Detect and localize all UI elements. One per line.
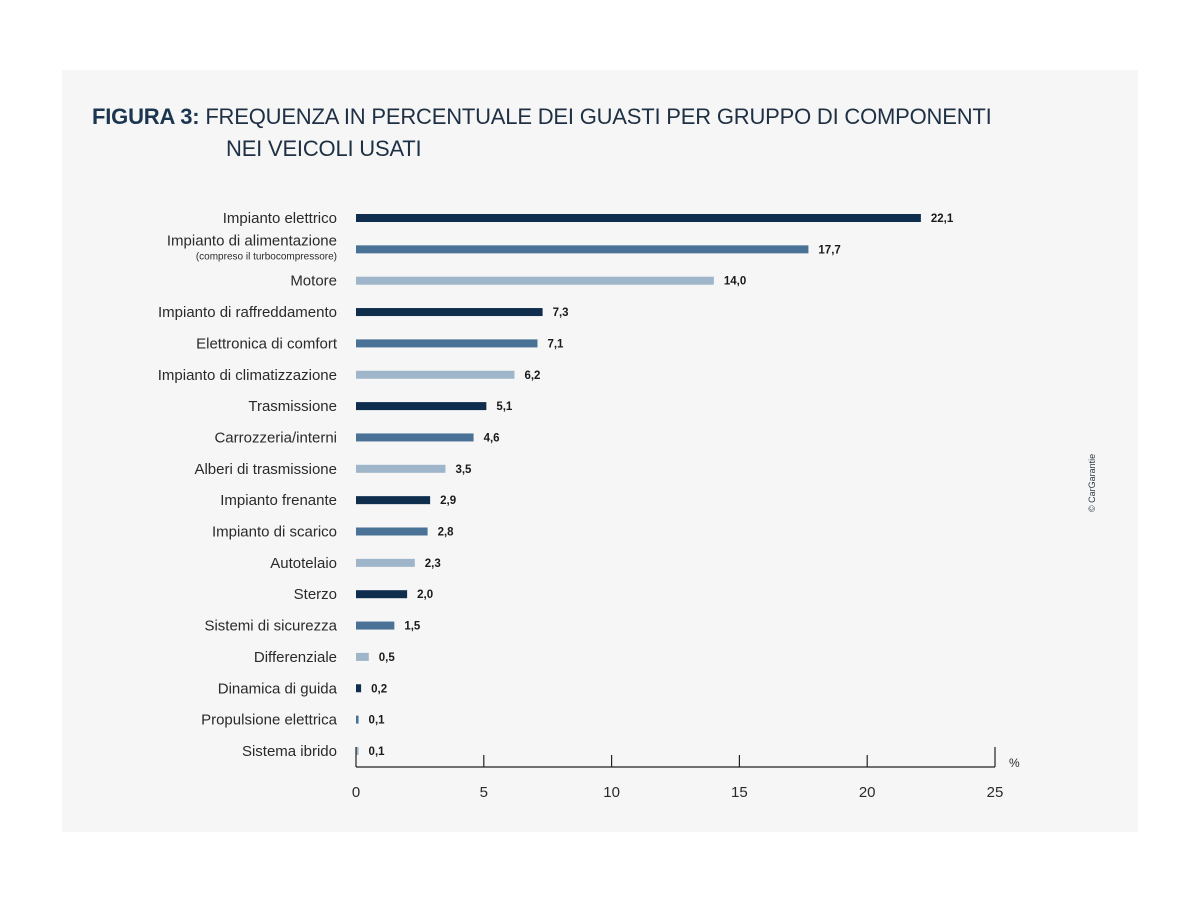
category-label: Alberi di trasmissione xyxy=(194,460,337,478)
value-label: 4,6 xyxy=(483,432,500,445)
figure-number: FIGURA 3: xyxy=(92,104,200,129)
value-label: 0,2 xyxy=(371,683,388,696)
bar xyxy=(356,371,514,379)
bar xyxy=(356,559,415,567)
bar xyxy=(356,465,445,473)
bar xyxy=(356,496,430,504)
value-label: 2,3 xyxy=(424,557,441,570)
bar xyxy=(356,528,428,536)
category-label: Elettronica di comfort xyxy=(196,335,337,353)
bar xyxy=(356,245,808,253)
bar xyxy=(356,433,474,441)
bar xyxy=(356,339,537,347)
category-label: Dinamica di guida xyxy=(217,680,337,698)
category-label: Impianto di alimentazione xyxy=(166,232,337,250)
value-label: 14,0 xyxy=(723,275,747,288)
value-label: 17,7 xyxy=(818,244,841,257)
x-tick-label: 15 xyxy=(731,784,748,801)
value-label: 2,9 xyxy=(440,495,457,508)
category-sublabel: (compreso il turbocompressore) xyxy=(195,251,337,263)
x-axis xyxy=(352,747,1020,801)
category-label: Impianto di raffreddamento xyxy=(158,304,337,322)
title-text-1: FREQUENZA IN PERCENTUALE DEI GUASTI PER GRUPPO DI COMPONENTI xyxy=(205,104,992,129)
bars-layer xyxy=(158,210,954,760)
value-label: 1,5 xyxy=(404,620,421,633)
credit-text: © CarGarantie xyxy=(1087,453,1097,512)
value-label: 22,1 xyxy=(930,213,954,225)
value-label: 0,1 xyxy=(368,714,385,727)
value-label: 3,5 xyxy=(455,463,472,476)
category-label: Carrozzeria/interni xyxy=(214,429,337,447)
x-tick-label: 5 xyxy=(479,784,488,801)
category-label: Impianto elettrico xyxy=(222,210,337,227)
bar xyxy=(356,214,921,222)
value-label: 2,8 xyxy=(437,526,454,539)
value-label: 0,1 xyxy=(368,745,385,758)
category-label: Motore xyxy=(290,272,337,290)
category-label: Sterzo xyxy=(293,586,337,604)
x-tick-label: 20 xyxy=(858,784,876,801)
bar xyxy=(356,684,361,692)
x-tick-label: 25 xyxy=(986,784,1004,801)
bar xyxy=(356,716,359,724)
bar xyxy=(356,402,486,410)
x-axis-unit: % xyxy=(1009,756,1020,770)
category-label: Sistemi di sicurezza xyxy=(204,617,337,635)
category-label: Differenziale xyxy=(253,648,337,666)
value-label: 5,1 xyxy=(496,401,513,414)
bar xyxy=(356,653,369,661)
title-line-2: NEI VEICOLI USATI xyxy=(226,136,422,161)
x-tick-label: 10 xyxy=(603,784,620,801)
x-tick-label: 0 xyxy=(351,784,361,801)
bar xyxy=(356,277,714,285)
category-label: Trasmissione xyxy=(248,398,337,416)
category-label: Impianto di climatizzazione xyxy=(157,366,337,384)
bar xyxy=(356,308,543,316)
bar xyxy=(356,590,407,598)
category-label: Sistema ibrido xyxy=(241,742,337,760)
value-label: 2,0 xyxy=(417,589,434,602)
value-label: 6,2 xyxy=(524,369,541,382)
category-label: Impianto di scarico xyxy=(211,523,337,541)
category-label: Autotelaio xyxy=(270,554,337,572)
bar xyxy=(356,622,394,630)
category-label: Propulsione elettrica xyxy=(201,711,337,729)
value-label: 0,5 xyxy=(378,651,395,664)
value-label: 7,3 xyxy=(552,307,569,320)
value-label: 7,1 xyxy=(547,338,564,351)
category-label: Impianto frenante xyxy=(220,492,337,510)
